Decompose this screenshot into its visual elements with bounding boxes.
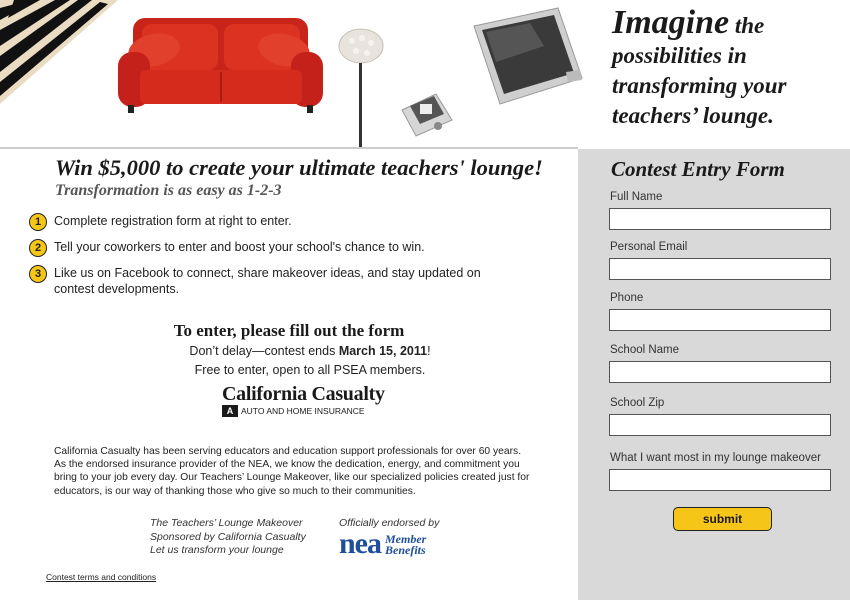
full-name-field[interactable] bbox=[609, 208, 831, 230]
nea-wordmark: nea bbox=[339, 527, 381, 560]
deadline-line bbox=[0, 344, 620, 358]
school-name-label: School Name bbox=[610, 344, 680, 356]
endorsement-label: Officially endorsed by bbox=[339, 517, 440, 529]
enter-heading: To enter, please fill out the form bbox=[173, 321, 405, 340]
contest-entry-form bbox=[578, 149, 850, 600]
lounge-wish-label: What I want most in my lounge makeover bbox=[610, 452, 821, 464]
form-title: Contest Entry Form bbox=[611, 157, 785, 181]
zebra-rug-image bbox=[0, 0, 118, 104]
logo-name: California Casualty bbox=[222, 383, 385, 405]
nea-member-benefits-logo bbox=[339, 527, 439, 560]
contest-info bbox=[0, 149, 578, 600]
flat-screen-tv-image bbox=[470, 6, 585, 111]
red-sofa-image bbox=[118, 10, 323, 115]
step-number-badge: 3 bbox=[29, 265, 47, 283]
sponsor-block bbox=[150, 517, 306, 558]
logo-mark-icon: A bbox=[222, 405, 238, 417]
about-paragraph: California Casualty has been serving educators and education support professionals for over 60 years. As the endorsed insurance provider of the NEA, we know the dedication, energy, and commitment you bring to your job every day. Our Teachers’ Lounge Makeover, like our specialized policies created just for educators, is our way of thanking those who give so much to their communities. bbox=[54, 446, 530, 497]
benefits-text: Benefits bbox=[385, 543, 426, 557]
member-text: Member bbox=[385, 532, 427, 546]
phone-field[interactable] bbox=[609, 309, 831, 331]
school-name-field[interactable] bbox=[609, 361, 831, 383]
tagline-text: the possibilities in transforming your teachers’ lounge. bbox=[612, 13, 787, 128]
logo-subline bbox=[222, 405, 385, 417]
school-zip-label: School Zip bbox=[610, 397, 665, 409]
step-number-badge: 2 bbox=[29, 239, 47, 257]
endorsement-block bbox=[339, 517, 440, 560]
step-number-badge: 1 bbox=[29, 213, 47, 231]
step-text: Tell your coworkers to enter and boost your school's chance to win. bbox=[54, 240, 425, 254]
terms-link[interactable]: Contest terms and conditions bbox=[46, 572, 157, 582]
step-text: Like us on Facebook to connect, share makeover ideas, and stay updated on contest developments. bbox=[54, 266, 481, 296]
gadget-image bbox=[396, 80, 454, 140]
lounge-wish-field[interactable] bbox=[609, 469, 831, 491]
free-to-enter-line: Free to enter, open to all PSEA members. bbox=[194, 363, 426, 377]
header-banner bbox=[0, 0, 850, 148]
page-headline: Win $5,000 to create your ultimate teachers' lounge! bbox=[55, 155, 543, 180]
logo-tagline: AUTO AND HOME INSURANCE bbox=[241, 406, 365, 416]
step-text: Complete registration form at right to enter. bbox=[54, 214, 292, 228]
phone-label: Phone bbox=[610, 292, 644, 304]
submit-button[interactable]: submit bbox=[673, 507, 772, 531]
sponsor-line: The Teachers’ Lounge Makeover bbox=[150, 517, 303, 529]
deadline-date: March 15, 2011 bbox=[338, 344, 428, 358]
sponsor-line: Sponsored by California Casualty bbox=[150, 530, 306, 543]
full-name-label: Full Name bbox=[610, 191, 663, 203]
school-zip-field[interactable] bbox=[609, 414, 831, 436]
california-casualty-logo bbox=[222, 383, 385, 417]
deadline-suffix: ! bbox=[427, 344, 431, 358]
page-subhead: Transformation is as easy as 1-2-3 bbox=[55, 182, 282, 199]
personal-email-label: Personal Email bbox=[610, 241, 688, 253]
tagline-highlight: Imagine bbox=[612, 4, 730, 41]
member-benefits-text bbox=[385, 534, 426, 556]
tagline bbox=[612, 4, 842, 131]
deadline-prefix: Don’t delay—contest ends bbox=[189, 344, 339, 358]
floor-lamp-image bbox=[334, 28, 390, 148]
personal-email-field[interactable] bbox=[609, 258, 831, 280]
sponsor-line: Let us transform your lounge bbox=[150, 544, 284, 556]
